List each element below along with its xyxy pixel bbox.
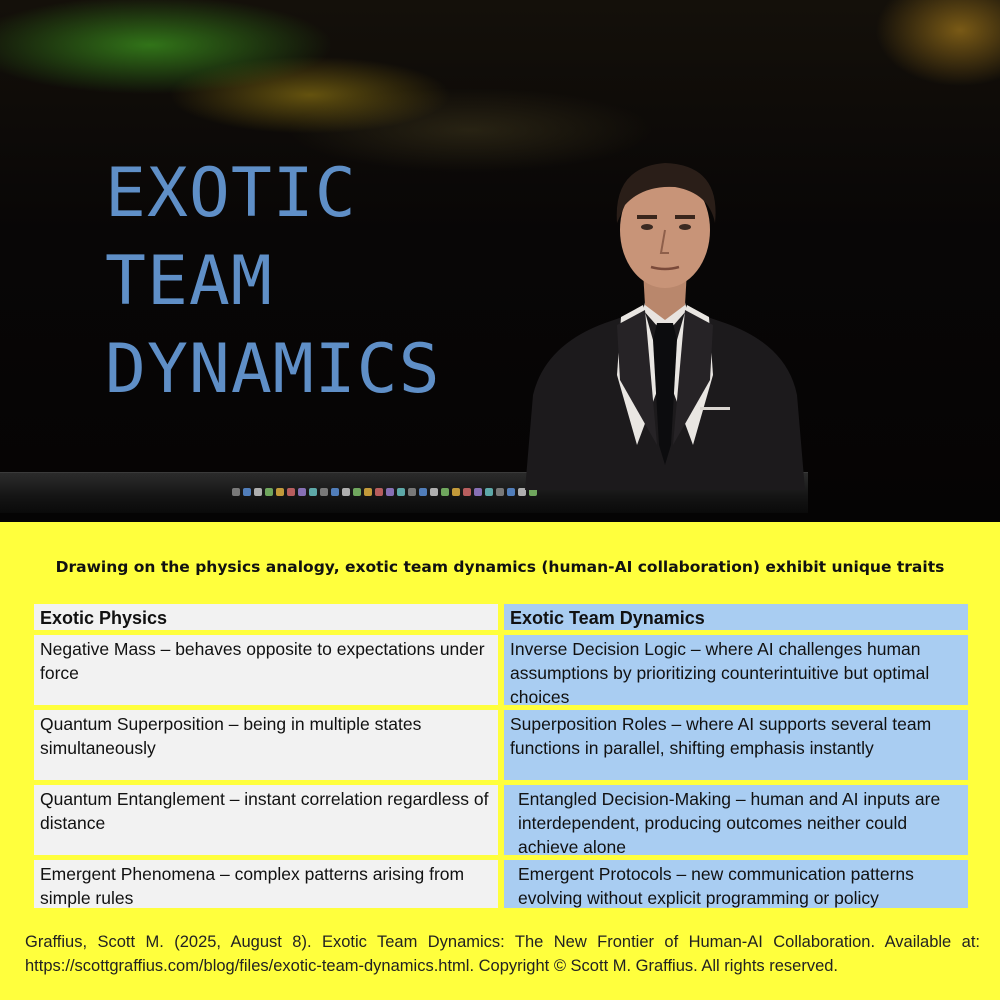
dock-app-icon	[309, 488, 317, 496]
hero-title-line: EXOTIC	[105, 154, 357, 233]
dock-app-icon	[408, 488, 416, 496]
dock-app-icon	[243, 488, 251, 496]
table-cell: Quantum Entanglement – instant correlation regardless of distance	[34, 785, 498, 855]
column-header-exotic-team-dynamics: Exotic Team Dynamics	[504, 604, 968, 630]
table-row	[34, 860, 968, 908]
dock-app-icon	[419, 488, 427, 496]
dock-app-icon	[298, 488, 306, 496]
table-cell: Entangled Decision-Making – human and AI inputs are interdependent, producing outcomes neither could achieve alone	[504, 785, 968, 855]
column-header-exotic-physics: Exotic Physics	[34, 604, 498, 630]
hero-title-line: DYNAMICS	[105, 330, 441, 409]
table-header-row	[34, 604, 968, 630]
dock-app-icon	[331, 488, 339, 496]
table-row	[34, 710, 968, 780]
citation-text: Graffius, Scott M. (2025, August 8). Exotic Team Dynamics: The New Frontier of Human-AI Collaboration. Available at: https://scottgraffius.com/blog/files/exotic-team-dynamics.html. Copyright © Scott M. Graffius. All rights reserved.	[25, 933, 980, 975]
table-cell: Emergent Protocols – new communication patterns evolving without explicit programming or policy	[504, 860, 968, 908]
dock-app-icon	[353, 488, 361, 496]
table-row	[34, 635, 968, 705]
comparison-table	[34, 604, 968, 913]
dock-app-icon	[507, 488, 515, 496]
dock-app-icon	[287, 488, 295, 496]
table-cell: Inverse Decision Logic – where AI challenges human assumptions by prioritizing counterintuitive but optimal choices	[504, 635, 968, 705]
table-cell: Emergent Phenomena – complex patterns arising from simple rules	[34, 860, 498, 908]
dock-app-icon	[320, 488, 328, 496]
dock-app-icon	[375, 488, 383, 496]
dock-app-icon	[474, 488, 482, 496]
dock-app-icon	[386, 488, 394, 496]
man-in-suit-illustration	[525, 145, 805, 490]
app-dock	[232, 488, 537, 496]
dock-app-icon	[254, 488, 262, 496]
dock-app-icon	[276, 488, 284, 496]
table-cell: Superposition Roles – where AI supports several team functions in parallel, shifting emphasis instantly	[504, 710, 968, 780]
dock-app-icon	[452, 488, 460, 496]
hero-title	[105, 150, 441, 414]
hero-title-line: TEAM	[105, 242, 273, 321]
table-caption: Drawing on the physics analogy, exotic team dynamics (human-AI collaboration) exhibit unique traits	[55, 558, 945, 576]
dock-app-icon	[430, 488, 438, 496]
dock-app-icon	[397, 488, 405, 496]
dock-app-icon	[463, 488, 471, 496]
dock-app-icon	[364, 488, 372, 496]
table-cell: Quantum Superposition – being in multiple states simultaneously	[34, 710, 498, 780]
dock-app-icon	[342, 488, 350, 496]
dock-app-icon	[265, 488, 273, 496]
dock-app-icon	[496, 488, 504, 496]
table-cell: Negative Mass – behaves opposite to expectations under force	[34, 635, 498, 705]
table-row	[34, 785, 968, 855]
dock-app-icon	[485, 488, 493, 496]
dock-app-icon	[232, 488, 240, 496]
dock-app-icon	[441, 488, 449, 496]
